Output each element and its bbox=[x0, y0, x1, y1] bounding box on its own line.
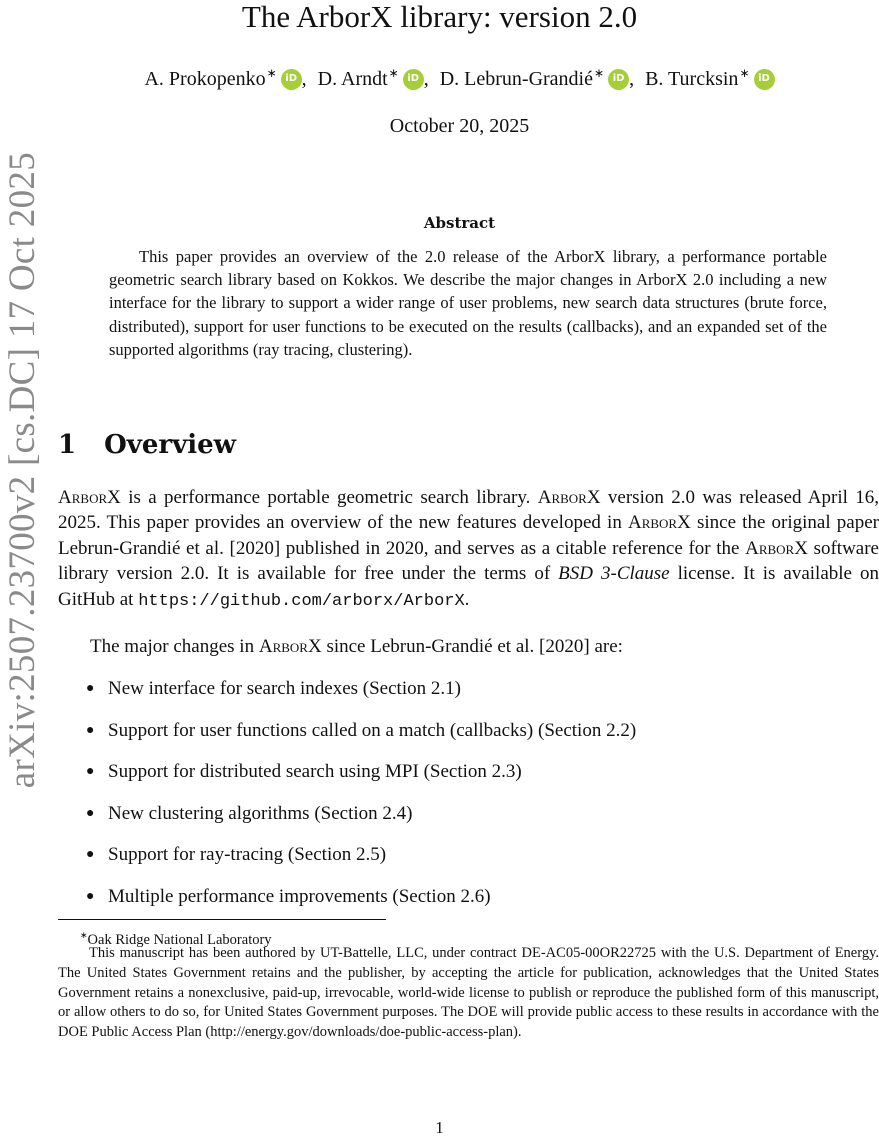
author-separator: , bbox=[423, 68, 429, 90]
abstract-heading: Abstract bbox=[423, 214, 496, 232]
publication-date: October 20, 2025 bbox=[389, 115, 530, 137]
overview-paragraph bbox=[58, 485, 879, 614]
list-item bbox=[86, 842, 636, 884]
text-run: is a performance portable geometric search library. bbox=[120, 487, 538, 508]
list-item bbox=[86, 759, 636, 801]
library-name: ArborX bbox=[537, 487, 601, 508]
list-item bbox=[86, 718, 636, 760]
list-item-text: Support for user functions called on a match (callbacks) (Section 2.2) bbox=[108, 719, 637, 741]
bullet-icon: ● bbox=[86, 805, 95, 821]
author-name: D. Arndt bbox=[317, 68, 388, 90]
section-title: Overview bbox=[104, 430, 236, 460]
orcid-icon[interactable]: iD bbox=[403, 69, 424, 90]
affiliation-mark: ∗ bbox=[266, 66, 277, 80]
author-name: B. Turcksin bbox=[645, 68, 739, 90]
paper-title: The ArborX library: version 2.0 bbox=[241, 0, 638, 34]
author-list bbox=[40, 66, 879, 92]
github-link[interactable]: https://github.com/arborx/ArborX bbox=[138, 591, 465, 611]
list-item-text: Multiple performance improvements (Section 2.6) bbox=[108, 885, 491, 907]
footnote-text: Oak Ridge National Laboratory bbox=[87, 931, 272, 948]
text-run: The major changes in bbox=[90, 636, 259, 657]
bullet-icon: ● bbox=[86, 722, 95, 738]
affiliation-mark: ∗ bbox=[594, 66, 605, 80]
section-number: 1 bbox=[58, 430, 77, 460]
abstract-text: This paper provides an overview of the 2.0 release of the ArborX library, a performance portable geometric search library based on Kokkos. We describe the major changes in ArborX 2.0 including a new interface for the library to support a wider range of user problems, new search data structures (brute force, distributed), support for user functions to be executed on the results (callbacks), and an expanded set of the supported algorithms (ray tracing, clustering). bbox=[109, 247, 827, 359]
changes-list bbox=[86, 676, 636, 925]
text-run: software library version 2.0. It is available for free under the terms of bbox=[58, 537, 879, 585]
author-1 bbox=[144, 66, 301, 92]
author-4 bbox=[645, 66, 774, 92]
author-name: D. Lebrun-Grandié bbox=[439, 68, 593, 90]
bullet-icon: ● bbox=[86, 764, 95, 779]
arxiv-stamp-text: arXiv:2507.23700v2 [cs.DC] 17 Oct 2025 bbox=[1, 151, 43, 789]
affiliation-mark: ∗ bbox=[739, 66, 750, 80]
license-name: BSD 3-Clause bbox=[558, 563, 670, 585]
footnote-rule bbox=[58, 919, 386, 920]
list-item-text: Support for ray-tracing (Section 2.5) bbox=[108, 844, 387, 865]
library-name: ArborX bbox=[627, 512, 691, 534]
author-2 bbox=[318, 66, 424, 92]
arxiv-identifier-stamp bbox=[2, 110, 42, 830]
text-run: version 2.0 was released April 16, 2025. This paper provides an overview of the new features developed in bbox=[58, 487, 879, 534]
list-item bbox=[86, 676, 636, 718]
bullet-icon: ● bbox=[86, 681, 95, 696]
library-name: ArborX bbox=[745, 537, 808, 559]
library-name: ArborX bbox=[258, 636, 322, 657]
section-heading bbox=[58, 430, 236, 460]
bullet-icon: ● bbox=[86, 847, 95, 862]
list-item bbox=[86, 801, 636, 843]
text-run: license. It is available on GitHub at bbox=[58, 563, 879, 610]
list-item-text: Support for distributed search using MPI (Section 2.3) bbox=[108, 761, 522, 782]
changes-intro bbox=[90, 634, 623, 659]
copyright-footnote: This manuscript has been authored by UT-Battelle, LLC, under contract DE-AC05-00OR22725 with the U.S. Department of Energy. The United States Government retains and the publisher, by accepting the article for publication, acknowledges that the United States Government retains a nonexclusive, paid-up, irrevocable, world-wide license to publish or reproduce the published form of this manuscript, or allow others to do so, for United States Government purposes. The DOE will provide public access to these results in accordance with the DOE Public Access Plan (http://energy.gov/downloads/doe-public-access-plan). bbox=[58, 945, 879, 1041]
orcid-icon[interactable]: iD bbox=[608, 69, 629, 90]
orcid-icon[interactable]: iD bbox=[754, 69, 775, 90]
list-item-text: New clustering algorithms (Section 2.4) bbox=[108, 802, 413, 824]
page-number: 1 bbox=[435, 1118, 444, 1137]
footnote-mark: ∗ bbox=[80, 930, 88, 940]
text-run: . bbox=[464, 588, 470, 610]
library-name: ArborX bbox=[58, 487, 121, 508]
bullet-icon: ● bbox=[86, 888, 95, 904]
author-separator: , bbox=[301, 68, 307, 90]
orcid-icon[interactable]: iD bbox=[281, 69, 302, 90]
author-3 bbox=[440, 66, 629, 92]
affiliation-mark: ∗ bbox=[388, 66, 399, 80]
author-separator: , bbox=[629, 68, 635, 90]
text-run: since the original paper Lebrun-Grandié et al. [2020] published in 2020, and serves as a citable reference for the bbox=[58, 512, 879, 559]
text-run: since Lebrun-Grandié et al. [2020] are: bbox=[321, 636, 623, 657]
list-item-text: New interface for search indexes (Section 2.1) bbox=[108, 678, 461, 699]
author-name: A. Prokopenko bbox=[144, 68, 266, 90]
